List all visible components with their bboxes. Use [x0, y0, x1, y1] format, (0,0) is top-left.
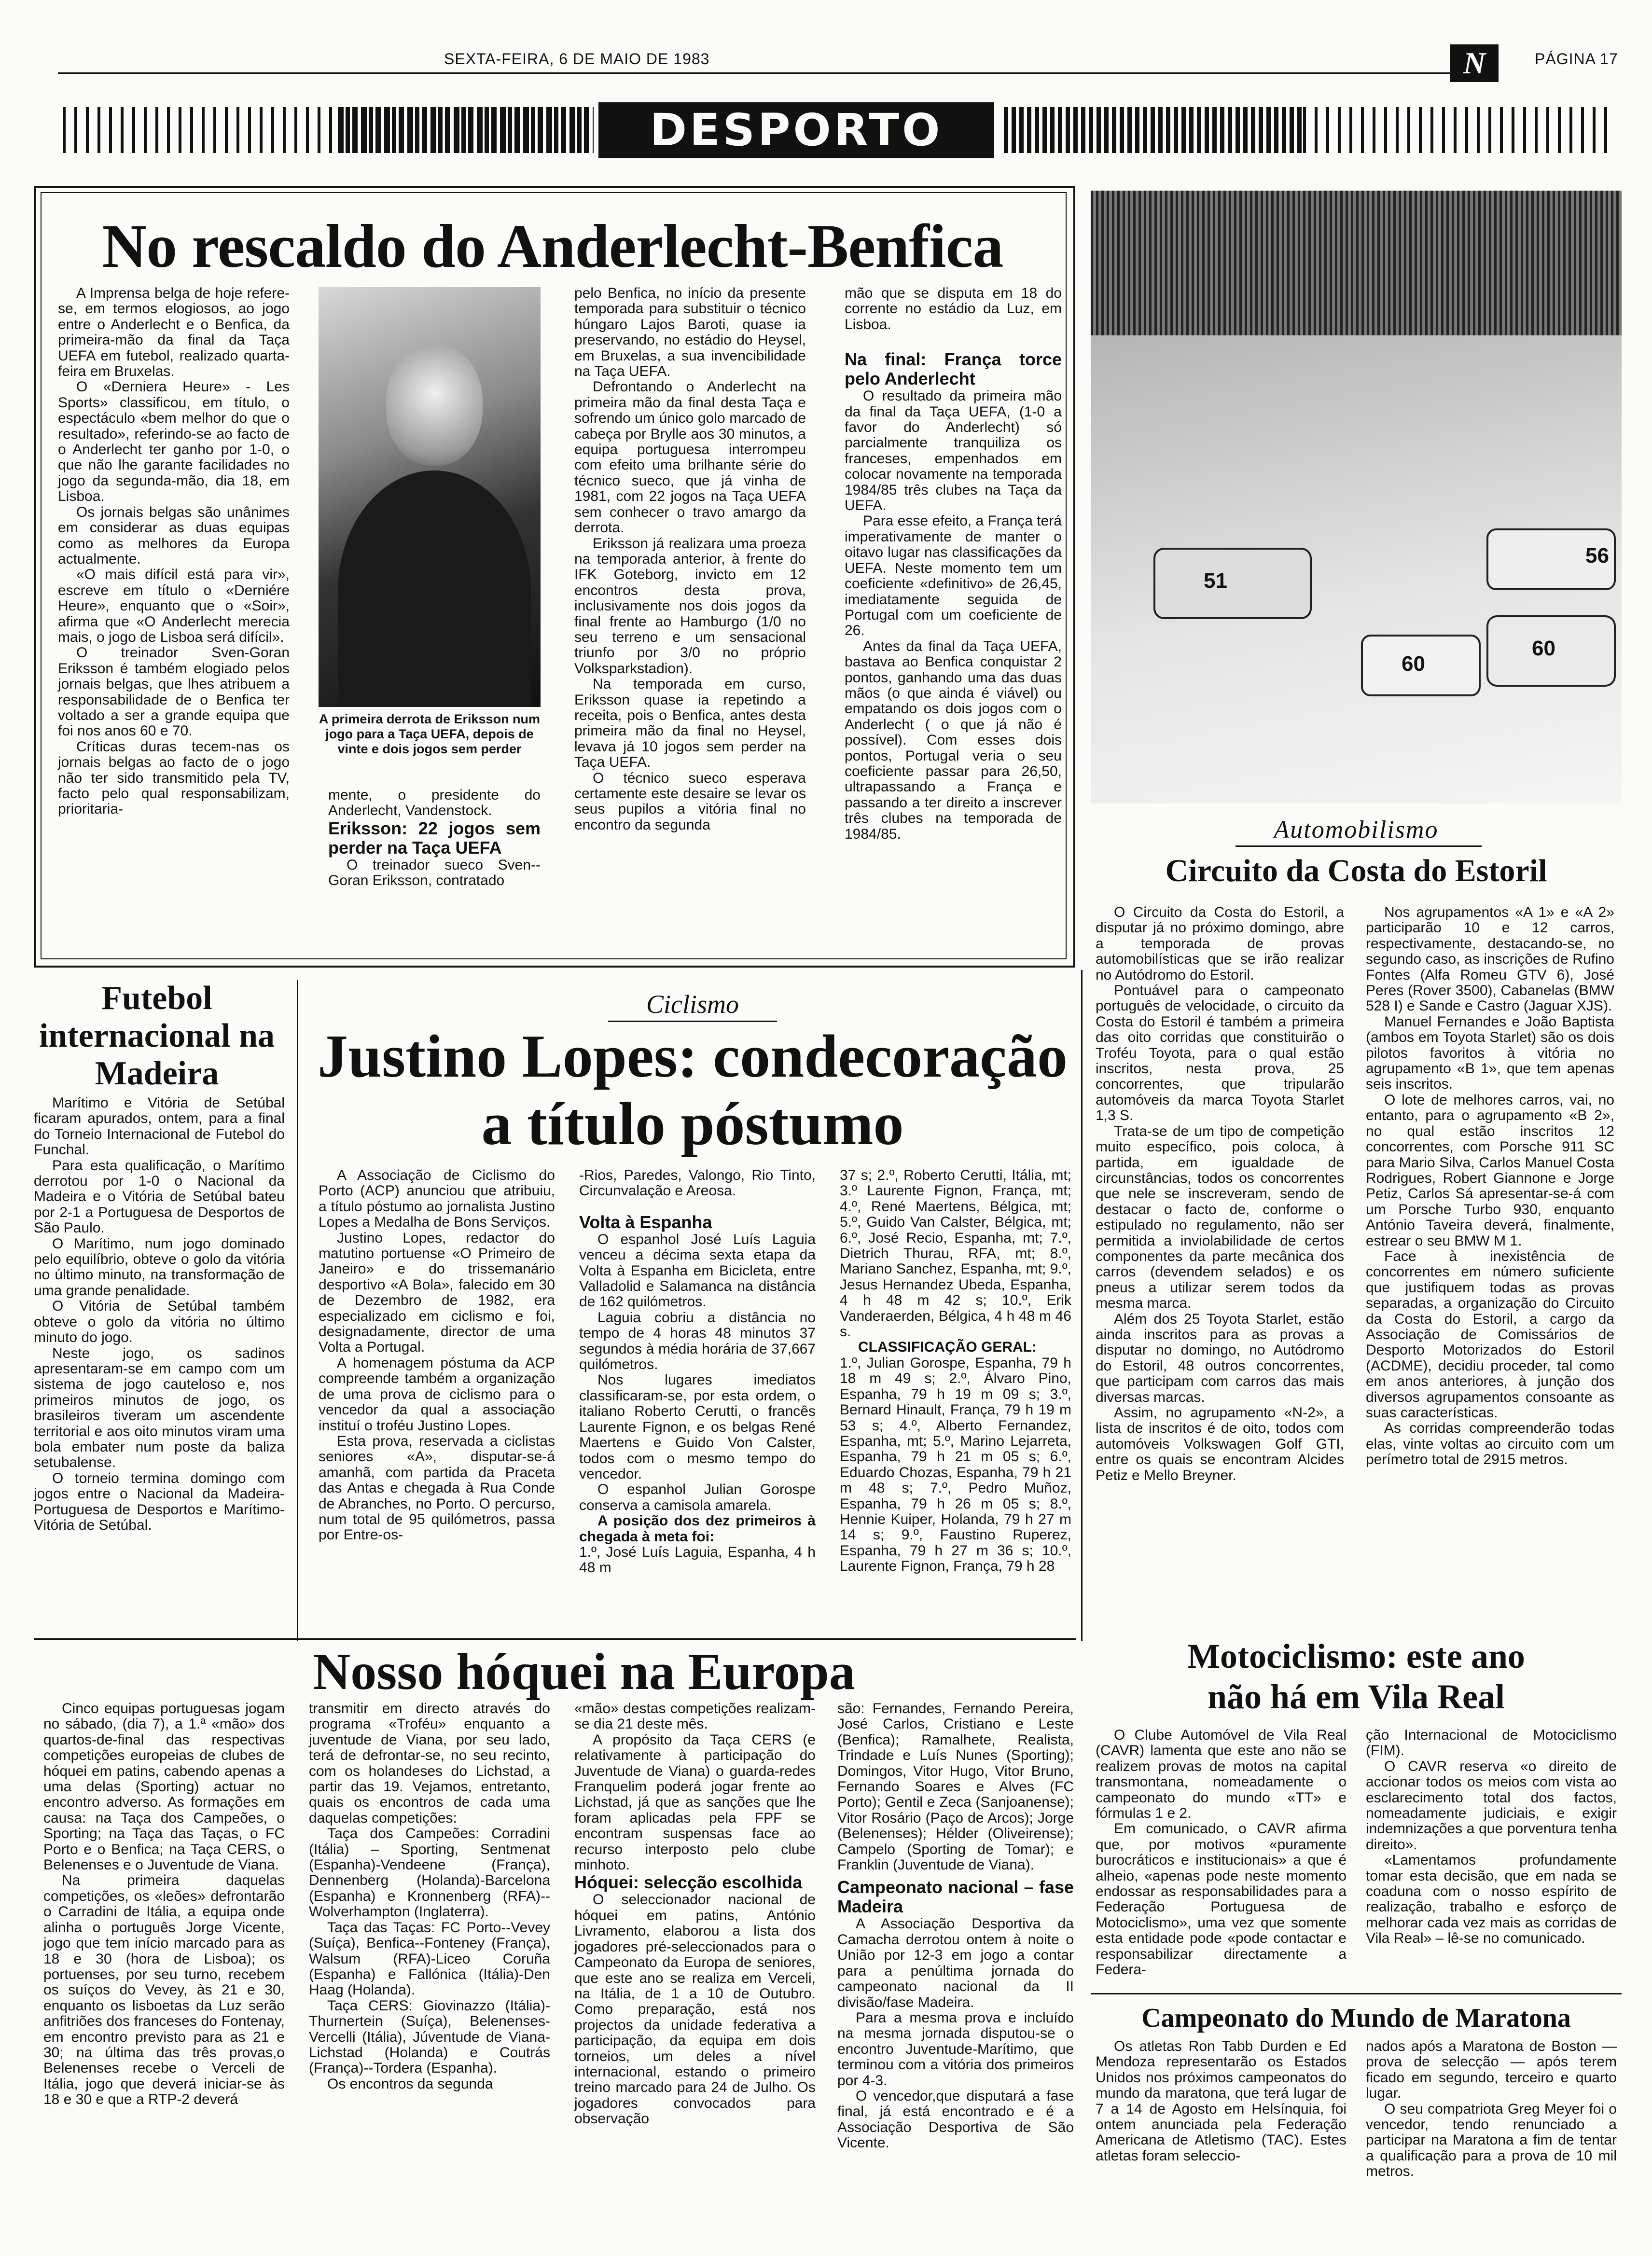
paragraph: A Associação de Ciclismo do Porto (ACP) anunciou que atribuiu, a título póstumo ao jornalista Justino Lopes a Medalha de Bons Serviços. [319, 1167, 555, 1231]
hoquei-col-3 [574, 1701, 816, 2127]
paragraph: nados após a Maratona de Boston — prova de selecção — após terem ficado em segundo, terceiro e quarto lugar. [1366, 2038, 1617, 2102]
kicker-rule [1236, 845, 1482, 847]
paragraph: Defrontando o Anderlecht na primeira mão da final desta Taça e sofrendo um único golo marcado de cabeça por Brylle aos 30 minutos, a equipa portuguesa interrompeu com efeito uma brilhante série do técnico sueco, que já vinha de 1981, com 22 jogos na Taça UEFA sem conhecer o travo amargo da derrota. [574, 379, 806, 536]
grandstand-crowd [1091, 191, 1622, 335]
paragraph: Antes da final da Taça UEFA, bastava ao Benfica conquistar 2 pontos, ganhando uma das duas mãos (o que ainda é viável) ou empatando os dois jogos com o Anderlecht ( o que já não é possível). Com esses dois pontos, Portugal veria o seu coeficiente passar para 26,50, ultrapassando a França e passando a ter direito a inscrever três clubes na temporada de 1984/85. [845, 638, 1062, 842]
anderlecht-col-2 [328, 788, 541, 889]
race-car-4 [1486, 615, 1616, 687]
paragraph: Para esse efeito, a França terá imperativamente de manter o oitavo lugar nas classificações da UEFA. Neste momento tem um coeficiente «definitivo» de 26,45, imediatamente seguida de Portugal com um coeficiente de 26. [845, 513, 1062, 639]
anderlecht-col-1 [58, 286, 290, 817]
paragraph: mente, o presidente do Anderlecht, Vandenstock. [328, 787, 541, 819]
paragraph: Assim, no agrupamento «N-2», a lista de inscritos é de oito, todos com automóveis Volkswagen Golf GTI, entre os quais se encontram Alcides Petiz e Mello Breyner. [1096, 1405, 1344, 1483]
eriksson-caption: A primeira derrota de Eriksson num jogo para a Taça UEFA, depois de vinte e dois jogos sem perder [319, 712, 541, 756]
divider-horizontal-mid [34, 1638, 1076, 1640]
paragraph: Manuel Fernandes e João Baptista (ambos em Toyota Starlet) são os dois pilotos favoritos à vitória no agrupamento «B 1», que tem apenas seis inscritos. [1366, 1013, 1614, 1093]
paragraph: Para esta qualificação, o Marítimo derrotou por 1-0 o Nacional da Madeira e o Vitória de Setúbal bateu por 2-1 a Portuguesa de Desportos de São Paulo. [34, 1157, 285, 1236]
car-number: 60 [1532, 637, 1555, 660]
paragraph: A propósito da Taça CERS (e relativamente à participação do Juventude de Viana) o guarda-redes Franquelim poderá jogar frente ao Lichstad, já que as sanções que lhe foram aplicadas pela FPF se encontram suspensas face ao recurso interposto pelo clube minhoto. [574, 1731, 816, 1873]
paragraph: Eriksson já realizara uma proeza na temporada anterior, à frente do IFK Goteborg, invicto em 12 encontros desta prova, inclusivamente nos dois jogos da final frente ao Hamburgo (1/0 no seu terreno e um sensacional triunfo por 3/0 no próprio Volksparkstadion). [574, 535, 806, 677]
paragraph: 1.º, Julian Gorospe, Espanha, 79 h 18 m 49 s; 2.º, Álvaro Pino, Espanha, 79 h 19 m 09 s; 3.º, Bernard Hinault, França, 79 h 19 m 53 s; 4.º, Alberto Fernandez, Espanha, mt; 5.º, Marino Lejarreta, Espanha, 79 h 21 m 05 s; 6.º, Eduardo Chozas, Espanha, 79 h 21 m 48 s; 7.º, Pedro Muñoz, Espanha, 79 h 26 m 05 s; 8.º, Hennie Kuiper, Holanda, 79 h 27 m 14 s; 9.º, Faustino Ruperez, Espanha, 79 h 27 m 36 s; 10.º, Laurente Fignon, França, 79 h 28 [840, 1355, 1071, 1575]
paragraph: Além dos 25 Toyota Starlet, estão ainda inscritos para as provas a disputar no domingo, no Autódromo do Estoril, 48 outros concorrentes, que participam com carros das mais diversas marcas. [1096, 1311, 1344, 1405]
paragraph: O técnico sueco esperava certamente este desaire se levar os seus pupilos a vitória final no encontro da segunda [574, 770, 806, 833]
ciclismo-col-2 [579, 1168, 816, 1576]
banner-stripes-right-dense [1004, 107, 1303, 153]
automobilismo-headline: Circuito da Costa do Estoril [1165, 853, 1547, 888]
page-number: PÁGINA 17 [1535, 50, 1618, 68]
anderlecht-col-4 [845, 286, 1062, 842]
ciclismo-kicker: Ciclismo [646, 990, 739, 1019]
paragraph: O Vitória de Setúbal também obteve o golo da vitória no último minuto do jogo. [34, 1298, 285, 1346]
racing-cars-photo [1091, 191, 1622, 803]
futebol-column [34, 1095, 285, 1533]
paragraph: A Imprensa belga de hoje refere-se, em termos elogiosos, ao jogo entre o Anderlecht e o Benfica, da primeira-mão da final da Taça UEFA em futebol, realizado quarta-feira em Bruxelas. [58, 285, 290, 380]
paragraph: Pontuável para o campeonato português de velocidade, o circuito da Costa do Estoril é também a primeira das oito corridas que constituirão o Troféu Toyota, para o qual estão inscritos, nesta prova, 25 concorrentes, que tripularão automóveis da marca Toyota Starlet 1,3 S. [1096, 983, 1344, 1124]
automobilismo-col-1 [1096, 905, 1344, 1483]
paragraph: Cinco equipas portuguesas jogam no sábado, (dia 7), a 1.ª «mão» dos quartos-de-final das respectivas competições europeias de clubes de hóquei em patins, cabendo apenas a uma delas (Sporting) actuar no encontro adverso. As formações em causa: na Taça dos Campeões, o Sporting; na Taça das Taças, o FC Porto e o Benfica; na Taça CERS, o Belenenses e o Juventude de Viana. [43, 1701, 285, 1873]
paragraph: «O mais difícil está para vir», escreve em título o «Derniére Heure», enquanto que o «Soir», afirma que «O Anderlecht merecia mais, o jogo de Lisboa será difícil». [58, 567, 290, 645]
race-car-3 [1361, 635, 1481, 696]
paragraph: Trata-se de um tipo de competição muito específico, pois coloca, à partida, em igualdade de circunstâncias, todos os concorrentes que nele se inscreveram, sendo de destacar o facto de, conforme o estipulado no regulamento, não ser permitida a inviolabilidade de certos componentes da parte mecânica dos carros (devendem selados) e os pneus a utilizar serem todos da mesma marca. [1096, 1123, 1344, 1312]
paragraph: Em comunicado, o CAVR afirma que, por motivos «puramente burocráticos e institucionais» a que é alheio, «apenas pode neste momento endossar as responsabilidades para a Federação Portuguesa de Motociclismo», uma vez que somente esta entidade pode «pode contactar e responsabilizar directamente a Federa- [1096, 1821, 1347, 1978]
paragraph: O Clube Automóvel de Vila Real (CAVR) lamenta que este ano não se realizem provas de motos na capital transmontana, nomeadamente o campeonato do mundo «TT» e fórmulas 1 e 2. [1096, 1727, 1347, 1822]
motociclismo-col-2 [1366, 1728, 1617, 1947]
paragraph: ção Internacional de Motociclismo (FIM). [1366, 1727, 1617, 1759]
banner-stripes-right [1303, 107, 1612, 153]
paragraph: 1.º, José Luís Laguia, Espanha, 4 h 48 m [579, 1544, 816, 1576]
ciclismo-kicker-rule [608, 1021, 777, 1022]
race-car-1 [1486, 528, 1616, 590]
hoquei-headline: Nosso hóquei na Europa [313, 1643, 855, 1701]
paragraph: A Associação Desportiva da Camacha derrotou ontem à noite o União por 12-3 em jogo a contar para a penúltima jornada do campeonato nacional da II divisão/fase Madeira. [837, 1916, 1074, 2010]
anderlecht-headline: No rescaldo do Anderlecht-Benfica [102, 212, 1003, 280]
paragraph: O espanhol Julian Gorospe conserva a camisola amarela. [579, 1481, 816, 1513]
paragraph: transmitir em directo através do programa «Troféu» enquanto a juventude de Viana, por seu lado, terá de defrontar-se, no seu recinto, com os holandeses do Lichstad, a partir das 19. Vejamos, entretanto, quais os encontros de cada uma daquelas competições: [309, 1701, 550, 1826]
hoquei-col-1 [43, 1701, 285, 2108]
eriksson-photo [319, 287, 541, 707]
paragraph: são: Fernandes, Fernando Pereira, José Carlos, Cristiano e Leste (Benfica); Ramalhete, Realista, Trindade e Luís Nunes (Sporting); Domingos, Vitor Hugo, Vitor Bruno, Fernando Soares e Alves (FC Porto); Gentil e Zeca (Sanjoanense); Vitor Rosário (Paço de Arcos); Jorge (Belenenses); Hélder (Oliveirense); Campelo (Sporting de Tomar); e Franklin (Juventude de Viana). [837, 1701, 1074, 1873]
paragraph: Face à inexistência de concorrentes em número suficiente que justifiquem todas as provas separadas, a organização do Circuito da Costa do Estoril, a cargo da Associação de Comissários de Desporto Motorizados do Estoril (ACDME), decidiu proceder, tal como em anos anteriores, à junção dos diversos agrupamentos consoante as suas características. [1366, 1248, 1614, 1421]
paragraph: Os atletas Ron Tabb Durden e Ed Mendoza representarão os Estados Unidos nos próximos campeonatos do mundo da maratona, que terá lugar de 7 a 14 de Agosto em Helsínquia, foi ontem anunciada pela Federação Americana de Atletismo (TAC). Estes atletas foram seleccio- [1096, 2038, 1347, 2164]
paragraph: O treinador Sven-Goran Eriksson é também elogiado pelos jornais belgas, que lhes atribuem a responsabilidade de o Benfica ter voltado a ser a grande equipa que foi nos anos 60 e 70. [58, 645, 290, 739]
ciclismo-col-1 [319, 1168, 555, 1543]
paragraph: Neste jogo, os sadinos apresentaram-se em campo com um sistema de jogo cauteloso e, nos primeiros minutos de jogo, os brasileiros tiveram um ascendente territorial e aos oito minutos viram uma bola embater num poste da baliza setubalense. [34, 1345, 285, 1471]
eriksson-jacket-icon [338, 471, 531, 707]
paragraph: O seleccionador nacional de hóquei em patins, António Livramento, elaborou a lista dos jogadores pré-seleccionados para o Campeonato da Europa de seniores, que este ano se realiza em Verceli, na Itália, de 1 a 10 de Outubro. Como preparação, está nos projectos da unidade federativa a participação, da equipa em dois torneios, um deles a nível internacional, estando o primeiro treino marcado para 24 de Julho. Os jogadores convocados para observação [574, 1892, 816, 2127]
hoquei-col-2 [309, 1701, 550, 2092]
paragraph: Taça das Taças: FC Porto--Vevey (Suíça), Benfica--Fonteney (França), Walsum (RFA)-Liceo Coruña (Espanha) e Fallónica (Itália)-Den Haag (Holanda). [309, 1919, 550, 1998]
franca-subhead: Na final: França torce pelo Anderlecht [845, 349, 1062, 389]
divider-vertical-left [297, 980, 298, 1641]
motociclismo-headline-line-2: não há em Vila Real [1207, 1677, 1505, 1716]
futebol-headline: Futebol internacional na Madeira [39, 980, 275, 1092]
eriksson-subhead: Eriksson: 22 jogos sem perder na Taça UEFA [328, 818, 541, 858]
paragraph: Laguia cobriu a distância no tempo de 4 horas 48 minutos 37 segundos à média horária de 37,667 quilómetros. [579, 1309, 816, 1373]
header-rule [58, 72, 1477, 74]
paragraph: O lote de melhores carros, vai, no entanto, para o agrupamento «B 2», no qual estão inscritos 12 concorrentes, com Porsche 911 SC para Mario Silva, Carlos Manuel Costa Rodrigues, Robert Giannone e Jorge Petiz, Carlos Sá apresentar-se-á com um Porsche Turbo 930, enquanto António Taveira deverá, finalmente, estrear o seu BMW M 1. [1366, 1092, 1614, 1249]
paragraph: Taça dos Campeões: Corradini (Itália) – Sporting, Sentmenat (Espanha)-Vendeene (França), Dennenberg (Holanda)-Barcelona (Espanha) e Kronnenberg (RFA)--Wolverhampton (Inglaterra). [309, 1826, 550, 1920]
paragraph: As corridas compreenderão todas elas, vinte voltas ao circuito com um perímetro total de 2915 metros. [1366, 1420, 1614, 1468]
paragraph: pelo Benfica, no início da presente temporada para substituir o técnico húngaro Lajos Baroti, quase ia preservando, no estádio do Heysel, em Bruxelas, a sua invencibilidade na Taça UEFA. [574, 285, 806, 380]
paragraph: «mão» destas competições realizam-se dia 21 deste mês. [574, 1701, 816, 1732]
paragraph: Nos lugares imediatos classificaram-se, por esta ordem, o italiano Roberto Cerutti, o francês Laurente Fignon, e os belgas René Maertens e Guido Von Calster, todos com o mesmo tempo do vencedor. [579, 1372, 816, 1482]
motociclismo-col-1 [1096, 1728, 1347, 1978]
selecao-subhead: Hóquei: selecção escolhida [574, 1872, 803, 1893]
section-title: DESPORTO [598, 102, 994, 158]
paragraph: Os jornais belgas são unânimes em considerar as duas equipas como as melhores da Europa actualmente. [58, 504, 290, 567]
paragraph: Os encontros da segunda [327, 2076, 493, 2092]
paragraph: Marítimo e Vitória de Setúbal ficaram apurados, ontem, para a final do Torneio Internacional de Futebol do Funchal. [34, 1095, 285, 1158]
paragraph: A homenagem póstuma da ACP compreende também a organização de uma prova de ciclismo para o vencedor da qual a associação instituí o troféu Justino Lopes. [319, 1355, 555, 1434]
ciclismo-col-3 [840, 1168, 1071, 1575]
paragraph: Esta prova, reservada a ciclistas seniores «A», disputar-se-á amanhã, com partida da Praceta das Antas e chegada à Rua Conde de Abranches, no Porto. O percurso, num total de 95 quilómetros, passa por Entre-os- [319, 1433, 555, 1543]
maratona-col-2 [1366, 2039, 1617, 2180]
race-car-2 [1153, 548, 1312, 619]
maratona-rule-top [1091, 1993, 1622, 1994]
ciclismo-headline-line-2: a título póstumo [481, 1091, 904, 1158]
paragraph: O espanhol José Luís Laguia venceu a décima sexta etapa da Volta à Espanha em Bicicleta, entre Valladolid e Salamanca na distância de 162 quilómetros. [579, 1231, 816, 1310]
maratona-col-1 [1096, 2039, 1347, 2164]
paragraph: O Circuito da Costa do Estoril, a disputar já no próximo domingo, abre a temporada de provas automobilísticas que se irão realizar no Autódromo do Estoril. [1096, 904, 1344, 983]
paragraph: -Rios, Paredes, Valongo, Rio Tinto, Circunvalação e Areosa. [579, 1167, 816, 1199]
maratona-headline: Campeonato do Mundo de Maratona [1141, 2003, 1571, 2033]
ciclismo-headline-line-1: Justino Lopes: condecoração [318, 1023, 1068, 1090]
paragraph: O resultado da primeira mão da final da Taça UEFA, (1-0 a favor do Anderlecht) só parcialmente tranquiliza os franceses, empenhados em colocar novamente na temporada 1984/85 três clubes na Taça da UEFA. [845, 388, 1062, 514]
car-number: 51 [1204, 569, 1227, 593]
paragraph: Justino Lopes, redactor do matutino portuense «O Primeiro de Janeiro» e do trissemanário desportivo «A Bola», falecido em 30 de Dezembro de 1982, era especializado em ciclismo e foi, designadamente, director de uma Volta a Portugal. [319, 1230, 555, 1356]
campeonato-nacional-subhead: Campeonato nacional – fase Madeira [837, 1877, 1074, 1917]
car-number: 56 [1585, 544, 1609, 567]
paragraph: Taça CERS: Giovinazzo (Itália)-Thurnertein (Suíça), Belenenses-Vercelli (Itália), Júventude de Viana-Lichstad (Holanda) e Coutrás (França)--Tordera (Espanha). [309, 1997, 550, 2076]
hoquei-col-4 [837, 1701, 1074, 2151]
divider-vertical-right [1081, 970, 1083, 1641]
newspaper-logo-icon: N [1450, 44, 1499, 82]
paragraph: Críticas duras tecem-nas os jornais belgas ao facto de o jogo não ter sido transmitido pela TV, facto pelo qual responsabilizam, prioritaria- [58, 738, 290, 817]
paragraph: Na primeira daquelas competições, os «leões» defrontarão o Carradini de Itália, a equipa onde alinha o português Jorge Vicente, jogo que tem início marcado para as 18 e 30 (hora de Lisboa); os portuenses, por seu turno, recebem os suíços do Vevey, às 21 e 30, enquanto os lisboetas da Luz serão anfitriões dos franceses do Fontenay, em encontro previsto para as 21 e 30; na última das três provas,o Belenenses recebe o Verceli de Itália, jogo que deverá iniciar-se às 18 e 30 e que a RTP-2 deverá [43, 1872, 285, 2108]
paragraph: O «Derniera Heure» - Les Sports» classificou, em título, o espectáculo «bem melhor do que o resultado», referindo-se ao facto de o Anderlecht ter ganho por 1-0, o que não lhe garante facilidades no jogo da segunda-mão, dia 18, em Lisboa. [58, 379, 290, 505]
anderlecht-col-3 [574, 286, 806, 833]
paragraph: O CAVR reserva «o direito de accionar todos os meios com vista ao esclarecimento total dos factos, nomeadamente judiciais, e exigir indemnizações a que porventura tenha direito». [1366, 1758, 1617, 1853]
page-date: SEXTA-FEIRA, 6 DE MAIO DE 1983 [444, 50, 710, 68]
car-number: 60 [1402, 652, 1425, 676]
paragraph: O torneio termina domingo com jogos entre o Nacional da Madeira-Portuguesa de Desportos e Marítimo-Vitória de Setúbal. [34, 1470, 285, 1533]
volta-espanha-subhead: Volta à Espanha [579, 1212, 712, 1232]
paragraph: 37 s; 2.º, Roberto Cerutti, Itália, mt; 3.º Laurente Fignon, França, mt; 4.º, René Maertens, Bélgica, mt; 5.º, Guido Van Calster, Bélgica, mt; 6.º, José Recio, Espanha, mt; 7.º, Dietrich Thurau, RFA, mt; 8.º, Mariano Sanchez, Espanha, mt; 9.º, Jesus Hernandez Ubeda, Espanha, 4 h 48 m 42 s; 10.º, Erik Vanderaerden, Bélgica, 4 h 48 m 46 s. [840, 1167, 1071, 1340]
paragraph: O vencedor,que disputará a fase final, já está encontrado e é a Associação Desportiva de São Vicente. [837, 2088, 1074, 2151]
classificacao-subhead: CLASSIFICAÇÃO GERAL: [858, 1339, 1037, 1356]
paragraph: Para a mesma prova e incluído na mesma jornada disputou-se o encontro Juventude-Marítimo, que terminou com a vitória dos primeiros por 4-3. [837, 2009, 1074, 2089]
eriksson-face-icon [386, 345, 483, 466]
motociclismo-headline-line-1: Motociclismo: este ano [1187, 1637, 1525, 1675]
paragraph: O seu compatriota Greg Meyer foi o vencedor, tendo renunciado a participar na Maratona a fim de tentar a qualificação para a prova de 10 mil metros. [1366, 2101, 1617, 2180]
paragraph: «Lamentamos profundamente tomar esta decisão, que em nada se coaduna com o nosso espírito de realização, trabalho e esforço de melhorar cada vez mais as corridas de Vila Real» – lê-se no comunicado. [1366, 1852, 1617, 1947]
paragraph: Na temporada em curso, Eriksson quase ia repetindo a receita, pois o Benfica, antes desta primeira mão da final no Heysel, levava já 10 jogos sem perder na Taça UEFA. [574, 676, 806, 771]
automobilismo-kicker: Automobilismo [1274, 816, 1439, 844]
paragraph: O treinador sueco Sven--Goran Eriksson, contratado [328, 857, 541, 889]
automobilismo-col-2 [1366, 905, 1614, 1468]
paragraph: O Marítimo, num jogo dominado pelo equilíbrio, obteve o golo da vitória no último minuto, na transformação de uma grande penalidade. [34, 1235, 285, 1299]
banner-stripes-left-dense [338, 107, 594, 153]
paragraph: A posição dos dez primeiros à chegada à meta foi: [579, 1513, 816, 1545]
paragraph: mão que se disputa em 18 do corrente no estádio da Luz, em Lisboa. [845, 285, 1062, 332]
paragraph: Nos agrupamentos «A 1» e «A 2» participarão 10 e 12 carros, respectivamente, destacando-se, no segundo caso, as inscrições de Rufino Fontes (Alfa Romeu GTV 6), José Peres (Rover 3500), Cabanelas (BMW 528 I) e Sande e Castro (Jaguar XJS). [1366, 904, 1614, 1014]
